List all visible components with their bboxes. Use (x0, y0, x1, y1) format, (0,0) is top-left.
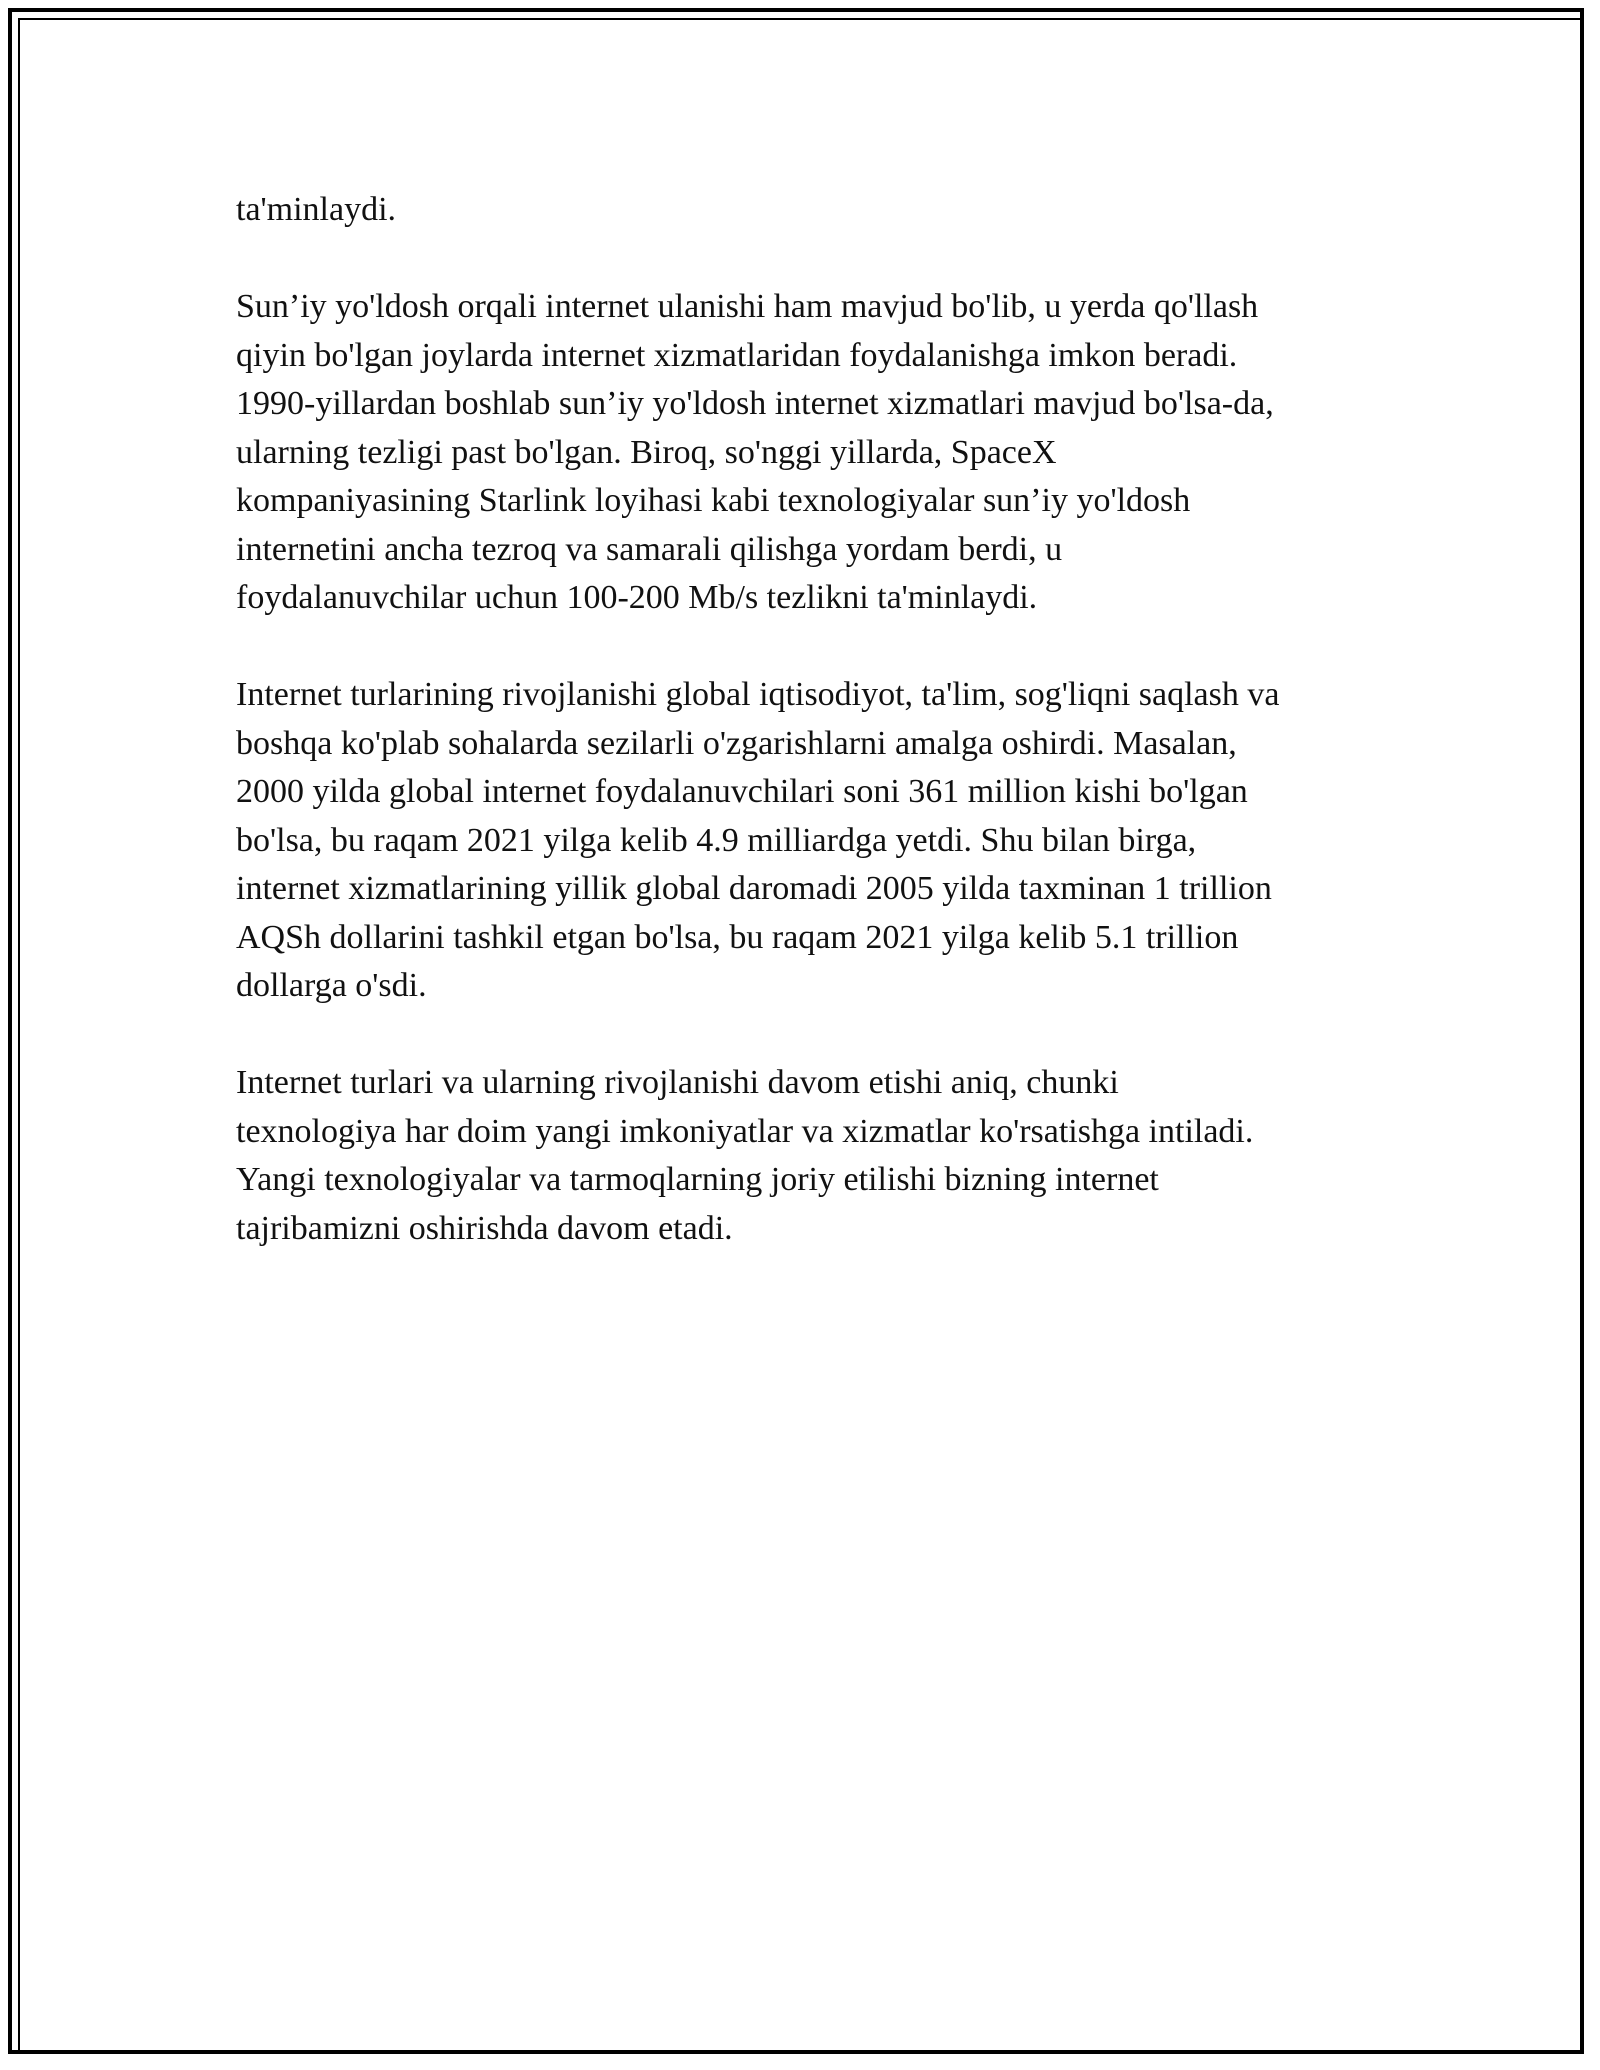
paragraph-2 (236, 283, 1386, 623)
paragraph-line: Internet turlarining rivojlanishi global iqtisodiyot, ta'lim, sog'liqni saqlash va (236, 676, 1280, 713)
paragraph-line: boshqa ko'plab sohalarda sezilarli o'zgarishlarni amalga oshirdi. Masalan, (236, 724, 1237, 762)
paragraph-4 (236, 1059, 1386, 1253)
paragraph-line: Internet turlari va ularning rivojlanishi davom etishi aniq, chunki (236, 1064, 1119, 1101)
paragraph-line: 2000 yilda global internet foydalanuvchilari soni 361 million kishi bo'lgan (236, 773, 1248, 810)
paragraph-line: AQSh dollarini tashkil etgan bo'lsa, bu raqam 2021 yilga kelib 5.1 trillion (236, 918, 1239, 956)
paragraph-line: bo'lsa, bu raqam 2021 yilga kelib 4.9 milliardga yetdi. Shu bilan birga, (236, 821, 1197, 859)
paragraph-line: internetini ancha tezroq va samarali qilishga yordam berdi, u (236, 530, 1063, 568)
paragraph-line: Sun’iy yo'ldosh orqali internet ulanishi ham mavjud bo'lib, u yerda qo'llash (236, 288, 1259, 325)
paragraph-line: ta'minlaydi. (236, 191, 397, 228)
paragraph-line: dollarga o'sdi. (236, 967, 427, 1004)
paragraph-line: internet xizmatlarining yillik global daromadi 2005 yilda taxminan 1 trillion (236, 870, 1272, 907)
paragraph-line: qiyin bo'lgan joylarda internet xizmatlaridan foydalanishga imkon beradi. (236, 336, 1238, 374)
paragraph-line: ularning tezligi past bo'lgan. Biroq, so'nggi yillarda, SpaceX (236, 433, 1057, 471)
paragraph-line: texnologiya har doim yangi imkoniyatlar va xizmatlar ko'rsatishga intiladi. (236, 1112, 1254, 1150)
paragraph-1 (236, 186, 1386, 235)
paragraph-line: foydalanuvchilar uchun 100-200 Mb/s tezlikni ta'minlaydi. (236, 579, 1038, 616)
paragraph-line: kompaniyasining Starlink loyihasi kabi texnologiyalar sun’iy yo'ldosh (236, 482, 1191, 519)
document-body (236, 186, 1386, 1302)
paragraph-line: tajribamizni oshirishda davom etadi. (236, 1209, 733, 1247)
paragraph-line: Yangi texnologiyalar va tarmoqlarning joriy etilishi bizning internet (236, 1161, 1159, 1198)
paragraph-line: 1990-yillardan boshlab sun’iy yo'ldosh internet xizmatlari mavjud bo'lsa-da, (236, 385, 1274, 422)
paragraph-3 (236, 671, 1386, 1011)
